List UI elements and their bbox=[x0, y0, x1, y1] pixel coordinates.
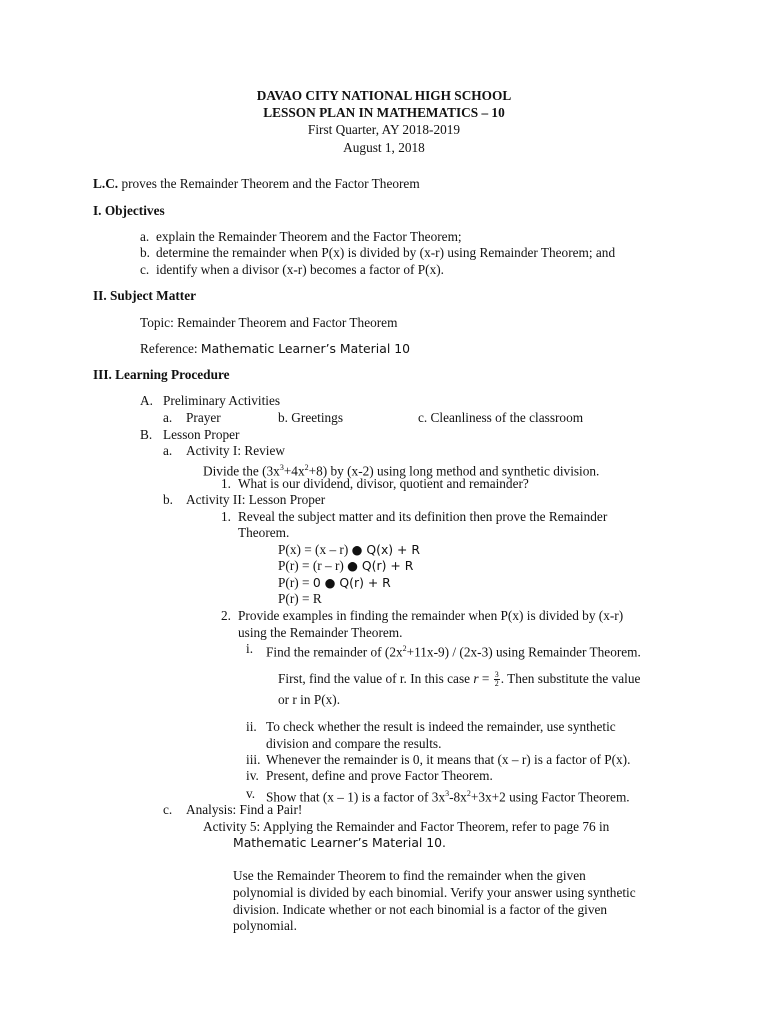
prelim-prayer: Prayer bbox=[186, 410, 221, 425]
sub-iv-marker: iv. bbox=[246, 768, 259, 783]
divide-text-post: +8) by (x-2) using long method and synthetic division. bbox=[308, 463, 600, 479]
activity1-question: What is our dividend, divisor, quotient and remainder? bbox=[238, 476, 529, 491]
step1-line2: Theorem. bbox=[238, 525, 290, 540]
step2-line1: Provide examples in finding the remainder when P(x) is divided by (x-r) bbox=[238, 608, 624, 623]
divide-text-pre: Divide the (3x bbox=[203, 463, 280, 479]
first-find-post: . Then substitute the value bbox=[500, 671, 641, 686]
objective-text-a: explain the Remainder Theorem and the Factor Theorem; bbox=[156, 229, 462, 244]
sub-i-post: +11x-9) / (2x-3) using Remainder Theorem. bbox=[406, 644, 641, 660]
objective-marker-c: c. bbox=[140, 262, 150, 277]
lesson-plan-title: LESSON PLAN IN MATHEMATICS – 10 bbox=[263, 105, 505, 120]
activity5-line1: Activity 5: Applying the Remainder and Factor Theorem, refer to page 76 in bbox=[203, 819, 610, 834]
objective-marker-b: b. bbox=[140, 245, 150, 260]
prelim-greetings: b. Greetings bbox=[278, 410, 343, 425]
instruction-line-3: division. Indicate whether or not each binomial is a factor of the given bbox=[233, 902, 608, 917]
sub-i-marker: i. bbox=[246, 641, 254, 656]
divide-text-mid: +4x bbox=[283, 463, 305, 479]
proof-3-lhs: P(r) = bbox=[278, 575, 313, 590]
sub-iii-marker: iii. bbox=[246, 752, 261, 767]
sub-i-pre: Find the remainder of (2x bbox=[266, 644, 403, 660]
activity2-marker: b. bbox=[163, 492, 173, 507]
activity5-line2: Mathematic Learner’s Material 10. bbox=[233, 835, 446, 850]
reference-line bbox=[140, 341, 410, 357]
section-a-title: Preliminary Activities bbox=[163, 393, 281, 408]
sub-v-exponent-2: 2 bbox=[466, 789, 471, 798]
analysis-title: Analysis: Find a Pair! bbox=[186, 802, 303, 817]
proof-1-rhs: ● Q(x) + R bbox=[351, 542, 420, 557]
sub-iii-text: Whenever the remainder is 0, it means that (x – r) is a factor of P(x). bbox=[266, 752, 631, 767]
proof-3-rhs: 0 ● Q(r) + R bbox=[312, 575, 391, 590]
proof-line-2 bbox=[278, 558, 413, 574]
section-b-title: Lesson Proper bbox=[163, 427, 240, 442]
divide-exponent-2: 2 bbox=[304, 463, 309, 472]
first-find-equals: = bbox=[478, 671, 493, 686]
step2-line2: using the Remainder Theorem. bbox=[238, 625, 403, 640]
objectives-heading: I. Objectives bbox=[93, 203, 165, 218]
date-line: August 1, 2018 bbox=[343, 140, 425, 155]
section-b-marker: B. bbox=[140, 427, 153, 442]
first-find-line2: or r in P(x). bbox=[278, 692, 341, 707]
fraction-three-halves bbox=[494, 671, 500, 688]
subject-matter-heading: II. Subject Matter bbox=[93, 288, 197, 303]
sub-v-exponent-3: 3 bbox=[445, 789, 450, 798]
instruction-line-2: polynomial is divided by each binomial. Verify your answer using synthetic bbox=[233, 885, 636, 900]
fraction-numerator: 3 bbox=[494, 670, 499, 680]
proof-line-1 bbox=[278, 542, 420, 558]
prelim-cleanliness: c. Cleanliness of the classroom bbox=[418, 410, 584, 425]
sub-i-exponent: 2 bbox=[402, 644, 407, 653]
proof-2-lhs: P(r) = (r – r) bbox=[278, 558, 348, 573]
first-find-pre: First, find the value of r. In this case bbox=[278, 671, 474, 686]
objective-marker-a: a. bbox=[140, 229, 150, 244]
school-name: DAVAO CITY NATIONAL HIGH SCHOOL bbox=[256, 88, 512, 103]
proof-line-3 bbox=[278, 575, 391, 591]
proof-2-rhs: ● Q(r) + R bbox=[347, 558, 414, 573]
activity1-marker: a. bbox=[163, 443, 173, 458]
sub-v-post: +3x+2 using Factor Theorem. bbox=[470, 789, 630, 805]
lc-text: proves the Remainder Theorem and the Factor Theorem bbox=[118, 176, 420, 191]
section-a-marker: A. bbox=[140, 393, 153, 408]
sub-v-text bbox=[266, 786, 630, 805]
analysis-marker: c. bbox=[163, 802, 173, 817]
activity1-question-marker: 1. bbox=[221, 476, 231, 491]
activity1-title: Activity I: Review bbox=[186, 443, 285, 458]
sub-v-mid: -8x bbox=[449, 789, 467, 805]
sub-ii-line1: To check whether the result is indeed the remainder, use synthetic bbox=[266, 719, 616, 734]
sub-v-marker: v. bbox=[246, 786, 256, 801]
lc-label: L.C. bbox=[93, 176, 119, 191]
reference-value: Mathematic Learner’s Material 10 bbox=[200, 341, 410, 356]
first-find-variable: r bbox=[473, 671, 479, 686]
reference-label: Reference: bbox=[140, 341, 201, 356]
proof-4-lhs: P(r) = R bbox=[278, 591, 322, 606]
divide-exponent-3: 3 bbox=[279, 463, 284, 472]
sub-ii-marker: ii. bbox=[246, 719, 257, 734]
first-find-line bbox=[278, 670, 640, 688]
objective-text-b: determine the remainder when P(x) is divided by (x-r) using Remainder Theorem; and bbox=[156, 245, 616, 260]
step2-marker: 2. bbox=[221, 608, 231, 623]
quarter-line: First Quarter, AY 2018-2019 bbox=[307, 122, 461, 137]
learning-competency bbox=[93, 176, 420, 192]
topic-line: Topic: Remainder Theorem and Factor Theorem bbox=[140, 315, 398, 330]
proof-1-lhs: P(x) = (x – r) bbox=[278, 542, 352, 557]
sub-iv-text: Present, define and prove Factor Theorem. bbox=[266, 768, 493, 783]
prelim-marker-a: a. bbox=[163, 410, 173, 425]
sub-i-text bbox=[266, 641, 641, 660]
proof-line-4 bbox=[278, 591, 322, 607]
objective-text-c: identify when a divisor (x-r) becomes a factor of P(x). bbox=[156, 262, 444, 277]
activity2-title: Activity II: Lesson Proper bbox=[186, 492, 326, 507]
sub-v-pre: Show that (x – 1) is a factor of 3x bbox=[266, 789, 446, 805]
sub-ii-line2: division and compare the results. bbox=[266, 736, 442, 751]
instruction-line-4: polynomial. bbox=[233, 918, 297, 933]
learning-procedure-heading: III. Learning Procedure bbox=[93, 367, 230, 382]
fraction-denominator: 2 bbox=[494, 679, 499, 689]
step1-marker: 1. bbox=[221, 509, 231, 524]
step1-line1: Reveal the subject matter and its definition then prove the Remainder bbox=[238, 509, 608, 524]
instruction-line-1: Use the Remainder Theorem to find the remainder when the given bbox=[233, 868, 586, 883]
